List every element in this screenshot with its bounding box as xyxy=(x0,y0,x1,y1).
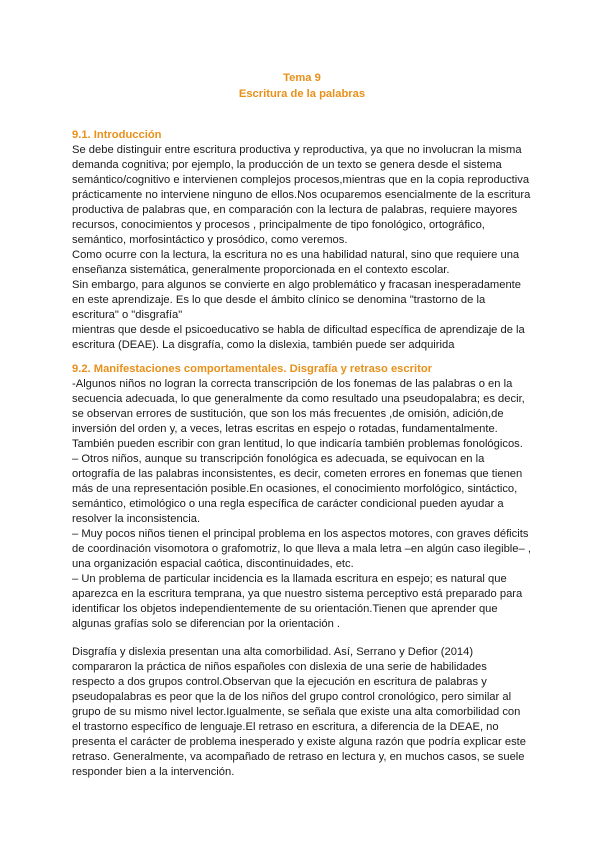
paragraph-line: demanda cognitiva; por ejemplo, la producción de un texto se genera desde el sistema xyxy=(72,159,502,171)
paragraph-line: grupo de su mismo nivel lector.Igualmente, se señala que existe una alta comorbilidad con xyxy=(72,706,521,718)
topic-title: Tema 9 xyxy=(283,72,321,84)
section-manifestaciones xyxy=(72,362,532,632)
paragraph-line: – Otros niños, aunque su transcripción fonológica es adecuada, se equivocan en la xyxy=(72,453,485,465)
paragraph-line: – Un problema de particular incidencia es la llamada escritura en espejo; es natural que xyxy=(72,573,507,585)
paragraph-line: También pueden escribir con gran lentitud, lo que indicaría también problemas fonológicos. xyxy=(72,438,523,450)
section-heading: 9.2. Manifestaciones comportamentales. Disgrafía y retraso escritor xyxy=(72,363,433,375)
paragraph-line: secuencia adecuada, lo que generalmente da como resultado una pseudopalabra; es decir, xyxy=(72,393,525,405)
paragraph-line: semántico/cognitivo e intervienen complejos procesos,mientras que en la copia reproductiva xyxy=(72,174,530,186)
paragraph-line: identificar los objetos independientemente de su orientación.Tienen que aprender que xyxy=(72,603,498,615)
paragraph-line: pseudopalabras es peor que la de los niños del grupo control cronológico, pero similar al xyxy=(72,691,512,703)
paragraph-line: – Muy pocos niños tienen el principal problema en los aspectos motores, con graves déficits xyxy=(72,528,529,540)
paragraph-line: semántico, morfosintáctico y prosódico, como veremos. xyxy=(72,234,348,246)
section-introduccion xyxy=(72,128,532,353)
paragraph-line: inversión del orden y, a veces, letras escritas en espejo o rotadas, fundamentalmente. xyxy=(72,423,498,435)
paragraph-line: enseñanza sistemática, generalmente proporcionada en el contexto escolar. xyxy=(72,264,450,276)
paragraph-line: aparezca en la escritura temprana, ya que nuestro sistema perceptivo está preparado para xyxy=(72,588,523,600)
paragraph-line: productiva de palabras que, en comparación con la lectura de palabras, requiere mayores xyxy=(72,204,518,216)
paragraph-line: respecto a dos grupos control.Observan que la ejecución en escritura de palabras y xyxy=(72,676,487,688)
paragraph-line: Se debe distinguir entre escritura productiva y reproductiva, ya que no involucran la misma xyxy=(72,144,522,156)
paragraph-line: se observan errores de sustitución, que son los más frecuentes ,de omisión, adición,de xyxy=(72,408,504,420)
paragraph-line: retraso. Generalmente, va acompañado de retraso en lectura y, en muchos casos, se suele xyxy=(72,751,525,763)
paragraph-line: responder bien a la intervención. xyxy=(72,766,235,778)
paragraph-line: Como ocurre con la lectura, la escritura no es una habilidad natural, sino que requiere una xyxy=(72,249,520,261)
paragraph-line: prácticamente no interviene ninguno de ellos.Nos ocuparemos esencialmente de la escritura xyxy=(72,189,531,201)
section-heading: 9.1. Introducción xyxy=(72,129,162,141)
paragraph-line: -Algunos niños no logran la correcta transcripción de los fonemas de las palabras o en la xyxy=(72,378,513,390)
document-page xyxy=(72,70,532,778)
paragraph-line: ortografía de las palabras inconsistentes, es decir, cometen errores en fonemas que tienen xyxy=(72,468,523,480)
paragraph-line: Sin embargo, para algunos se convierte en algo problemático y fracasan inesperadamente xyxy=(72,279,522,291)
paragraph-line: resolver la inconsistencia. xyxy=(72,513,201,525)
paragraph-line: algunas grafías solo se diferencian por la orientación . xyxy=(72,618,341,630)
paragraph-line: mientras que desde el psicoeducativo se habla de dificultad específica de aprendizaje de la xyxy=(72,324,525,336)
paragraph-line: semántico, etimológico o una regla específica de carácter condicional pueden ayudar a xyxy=(72,498,504,510)
paragraph-line: de coordinación visomotora o grafomotriz, lo que lleva a mala letra –en algún caso ilegible– , xyxy=(72,543,531,555)
document-subtitle: Escritura de la palabras xyxy=(238,88,366,100)
paragraph-line: presenta el carácter de problema inesperado y existe alguna razón que podría explicar este xyxy=(72,736,526,748)
paragraph-line: en este aprendizaje. Es lo que desde el ámbito clínico se denomina "trastorno de la xyxy=(72,294,486,306)
paragraph-line: escritura" o "disgrafía" xyxy=(72,309,183,321)
paragraph-line: compararon la práctica de niños españoles con dislexia de una serie de habilidades xyxy=(72,661,487,673)
paragraph-line: una organización espacial caótica, discontinuidades, etc. xyxy=(72,558,354,570)
paragraph-line: Disgrafía y dislexia presentan una alta comorbilidad. Así, Serrano y Defior (2014) xyxy=(72,646,474,658)
paragraph-line: más de una representación posible.En ocasiones, el conocimiento morfológico, sintáctico, xyxy=(72,483,518,495)
paragraph-line: el trastorno específico de lenguaje.El retraso en escritura, a diferencia de la DEAE, no xyxy=(72,721,499,733)
section-comorbilidad xyxy=(72,645,532,780)
paragraph-line: recursos, conocimientos y procesos , principalmente de tipo fonológico, ortográfico, xyxy=(72,219,485,231)
paragraph-line: escritura (DEAE). La disgrafía, como la dislexia, también puede ser adquirida xyxy=(72,339,455,351)
